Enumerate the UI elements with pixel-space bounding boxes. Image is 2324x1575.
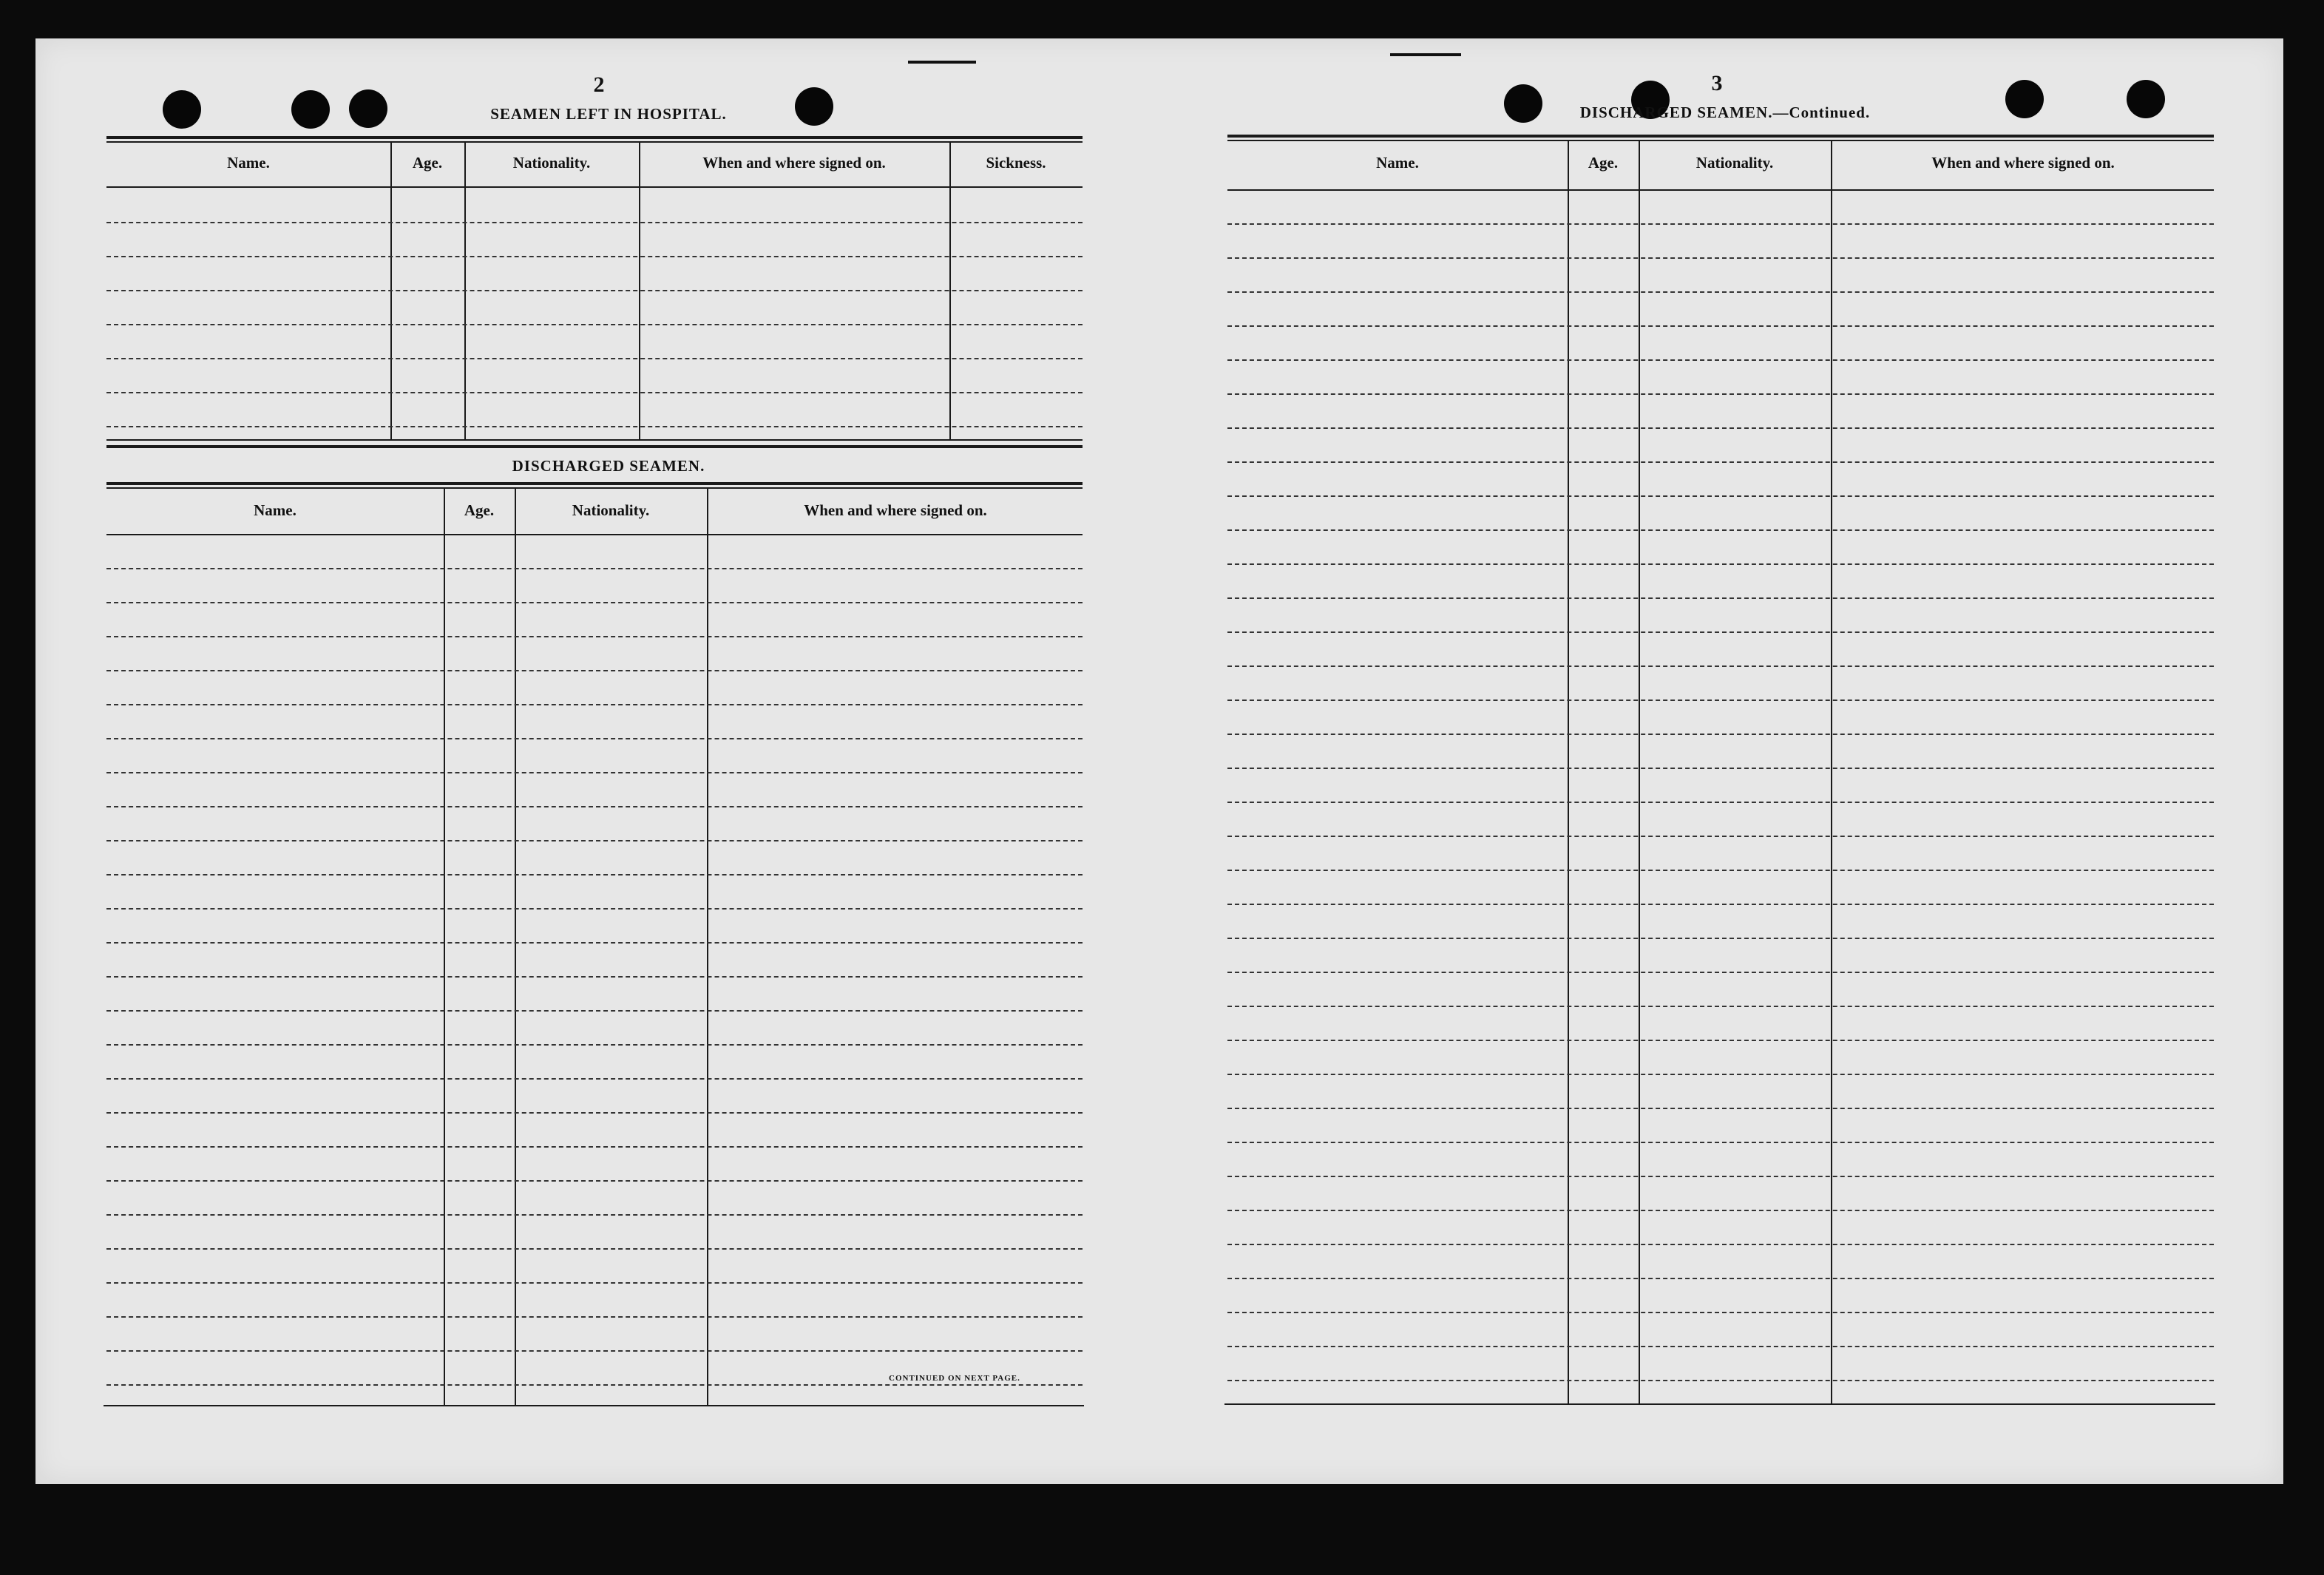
entry-row-line [1227,972,2214,973]
entry-row-line [1227,836,2214,837]
col-header-sickness: Sickness. [986,154,1046,172]
entry-row-line [106,942,1083,944]
entry-row-line [106,1316,1083,1318]
entry-row-line [1227,495,2214,497]
entry-row-line [106,426,1083,427]
entry-row-line [1227,461,2214,463]
entry-row-line [1227,734,2214,735]
entry-row-line [1227,1312,2214,1313]
punch-hole [163,90,201,129]
col-header-name: Name. [1376,154,1419,172]
page-number-right: 3 [1711,71,1723,95]
col-header-name: Name. [227,154,270,172]
fold-mark [1390,53,1461,56]
col-header-signed-on: When and where signed on. [1931,154,2115,172]
entry-row-line [106,1146,1083,1148]
entry-row-line [106,358,1083,359]
entry-row-line [1227,393,2214,395]
entry-row-line [106,1248,1083,1250]
entry-row-line [1227,257,2214,259]
discharged-continued-title: DISCHARGED SEAMEN.—Continued. [1579,104,1871,121]
entry-row-line [1227,1006,2214,1007]
column-divider [1568,140,1569,1403]
col-header-age: Age. [1588,154,1619,172]
entry-row-line [1227,1346,2214,1347]
entry-row-line [1227,938,2214,939]
entry-row-line [106,840,1083,841]
discharged-section-title: DISCHARGED SEAMEN. [512,457,705,475]
rule [106,445,1083,448]
rule [106,439,1083,441]
col-header-nationality: Nationality. [1695,154,1774,172]
rule [1224,1403,2215,1405]
entry-row-line [106,1384,1083,1386]
entry-row-line [1227,870,2214,871]
entry-row-line [106,636,1083,637]
entry-row-line [1227,1244,2214,1245]
rule [1227,135,2214,138]
entry-row-line [1227,223,2214,225]
punch-hole [2005,80,2044,118]
rule [106,186,1083,188]
rule [106,534,1083,535]
entry-row-line [1227,359,2214,361]
rule [106,141,1083,143]
entry-row-line [106,1180,1083,1182]
entry-row-line [106,290,1083,291]
entry-row-line [106,738,1083,739]
entry-row-line [1227,904,2214,905]
entry-row-line [106,670,1083,671]
col-header-nationality: Nationality. [572,501,650,519]
entry-row-line [106,1044,1083,1046]
rule [1227,189,2214,191]
rule [104,1405,1084,1406]
entry-row-line [106,222,1083,223]
entry-row-line [106,874,1083,875]
col-header-age: Age. [412,154,443,172]
entry-row-line [106,1010,1083,1012]
entry-row-line [1227,1142,2214,1143]
entry-row-line [106,908,1083,910]
entry-row-line [106,1214,1083,1216]
column-divider [1831,140,1832,1403]
entry-row-line [1227,1108,2214,1109]
column-divider [515,488,516,1405]
entry-row-line [106,772,1083,773]
rule [106,136,1083,139]
entry-row-line [106,602,1083,603]
col-header-signed-on: When and where signed on. [702,154,886,172]
col-header-signed-on: When and where signed on. [804,501,987,519]
entry-row-line [106,1350,1083,1352]
entry-row-line [1227,597,2214,599]
entry-row-line [1227,802,2214,803]
column-divider [444,488,445,1405]
rule [106,482,1083,485]
entry-row-line [106,256,1083,257]
page-number-left: 2 [593,72,605,97]
entry-row-line [106,1112,1083,1114]
entry-row-line [1227,291,2214,293]
punch-hole [349,89,387,128]
column-divider [1639,140,1640,1403]
entry-row-line [1227,325,2214,327]
entry-row-line [106,1282,1083,1284]
entry-row-line [1227,563,2214,565]
entry-row-line [1227,665,2214,667]
hospital-section-title: SEAMEN LEFT IN HOSPITAL. [490,105,727,123]
entry-row-line [1227,631,2214,633]
document-sheet [35,38,2283,1484]
entry-row-line [106,1078,1083,1080]
punch-hole [2127,80,2165,118]
fold-mark [908,61,976,64]
rule [1227,140,2214,141]
entry-row-line [1227,1040,2214,1041]
entry-row-line [1227,1380,2214,1381]
entry-row-line [1227,1074,2214,1075]
entry-row-line [1227,1278,2214,1279]
entry-row-line [1227,700,2214,701]
column-divider [707,488,708,1405]
entry-row-line [1227,1176,2214,1177]
punch-hole [795,87,833,126]
entry-row-line [106,704,1083,705]
col-header-age: Age. [464,501,495,519]
entry-row-line [106,568,1083,569]
entry-row-line [106,806,1083,807]
entry-row-line [1227,529,2214,531]
punch-hole [291,90,330,129]
col-header-nationality: Nationality. [512,154,591,172]
rule [106,487,1083,489]
entry-row-line [106,324,1083,325]
entry-row-line [1227,1210,2214,1211]
punch-hole [1504,84,1542,123]
col-header-name: Name. [254,501,297,519]
entry-row-line [106,392,1083,393]
entry-row-line [1227,768,2214,769]
entry-row-line [1227,427,2214,429]
entry-row-line [106,976,1083,978]
continued-footer: CONTINUED ON NEXT PAGE. [889,1374,1020,1383]
